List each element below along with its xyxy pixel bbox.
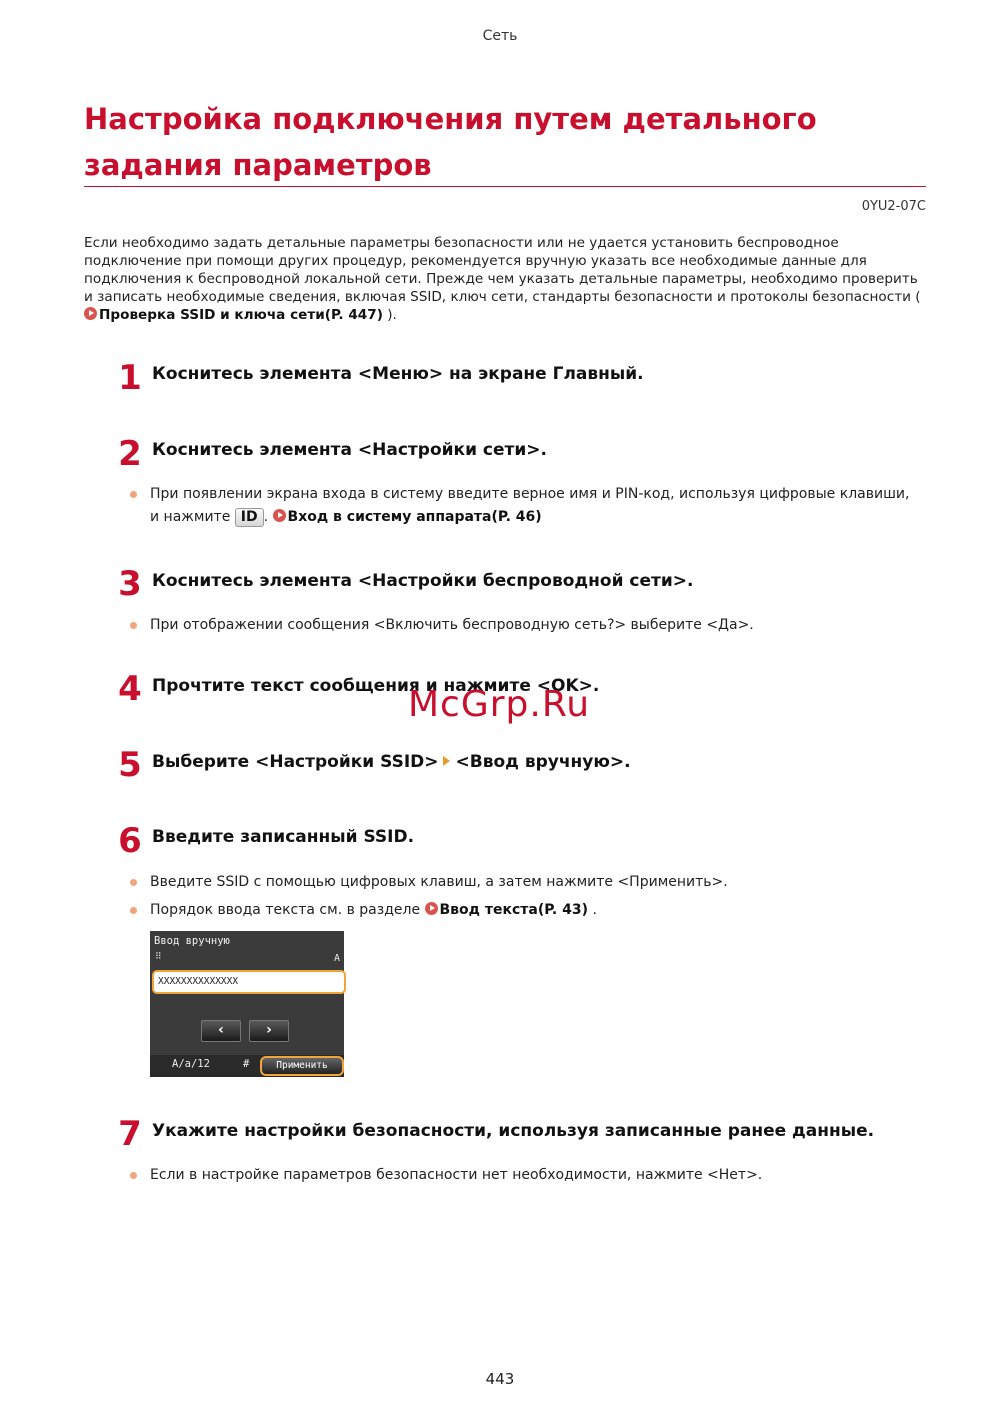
- input-mode-toggle[interactable]: A/a/12: [172, 1058, 210, 1070]
- step-3-text: Коснитесь элемента <Настройки беспроводной сети>.: [152, 571, 694, 591]
- link-arrow-icon: [425, 902, 438, 915]
- step-6-bullet-2: Порядок ввода текста см. в разделе Ввод текста(P. 43) .: [130, 899, 920, 922]
- step-2-bullet: [130, 483, 920, 529]
- screen-bottom-bar: [150, 1055, 344, 1077]
- step-2-bullet-line1: При появлении экрана входа в систему введите верное имя и PIN-код, используя цифровые клавиши,: [150, 486, 910, 502]
- bullet-dot-icon: [130, 879, 137, 886]
- text-input-link[interactable]: Ввод текста(P. 43): [439, 902, 588, 918]
- symbol-key[interactable]: #: [243, 1058, 250, 1070]
- link-arrow-icon: [273, 509, 286, 522]
- step-1-text: Коснитесь элемента <Меню> на экране Главный.: [152, 364, 644, 384]
- bullet-dot-icon: [130, 491, 137, 498]
- section-header: Сеть: [482, 28, 518, 44]
- step-7-number: 7: [118, 1114, 142, 1154]
- step-5-number: 5: [118, 745, 142, 785]
- screen-title: Ввод вручную: [154, 935, 230, 947]
- title-divider: [84, 186, 926, 187]
- step-2-bullet-dot: .: [263, 509, 269, 525]
- step-1-number: 1: [118, 358, 142, 398]
- step-6-number: 6: [118, 821, 142, 861]
- cursor-left-button[interactable]: ‹: [201, 1020, 241, 1042]
- step-6-bullet-2-text: Порядок ввода текста см. в разделе: [150, 902, 421, 918]
- screen-input-mode: A: [333, 953, 340, 964]
- step-3-number: 3: [118, 564, 142, 604]
- step-2-number: 2: [118, 434, 142, 474]
- step-5-text: [152, 751, 631, 773]
- ssid-check-link[interactable]: Проверка SSID и ключа сети(P. 447): [99, 307, 383, 323]
- step-4-text: Прочтите текст сообщения и нажмите <OK>.: [152, 676, 600, 696]
- arrow-right-icon: [443, 756, 450, 766]
- page-title: Настройка подключения путем детального задания параметров: [84, 102, 817, 182]
- ssid-input[interactable]: XXXXXXXXXXXXXX: [152, 970, 346, 994]
- step-3-bullet: При отображении сообщения <Включить беспроводную сеть?> выберите <Да>.: [130, 614, 920, 637]
- bullet-dot-icon: [130, 1172, 137, 1179]
- watermark: McGrp.Ru: [408, 684, 591, 725]
- apply-button[interactable]: Применить: [260, 1056, 344, 1076]
- device-screen-illustration: [150, 931, 344, 1077]
- link-arrow-icon: [84, 307, 97, 320]
- bullet-dot-icon: [130, 622, 137, 629]
- bullet-dot-icon: [130, 907, 137, 914]
- intro-text: Если необходимо задать детальные параметры безопасности или не удается установить беспроводное подключение при помощи других процедур, рекомендуется вручную указать все необходимые данные для подключения к беспроводной локальной сети. Прежде чем указать детальные параметры, необходимо проверить и записать необходимые сведения, включая SSID, ключ сети, стандарты безопасности и протоколы безопасности (: [84, 235, 921, 305]
- step-5-text-b: <Ввод вручную>.: [455, 752, 631, 772]
- step-2-bullet-line2: и нажмите: [150, 509, 231, 525]
- login-link[interactable]: Вход в систему аппарата(P. 46): [287, 509, 542, 525]
- cursor-right-button[interactable]: ›: [249, 1020, 289, 1042]
- id-key-icon: ID: [235, 508, 264, 527]
- step-7-bullet: Если в настройке параметров безопасности нет необходимости, нажмите <Нет>.: [130, 1164, 920, 1187]
- intro-paragraph: [84, 234, 926, 324]
- step-4-number: 4: [118, 669, 142, 709]
- step-6-bullet-1: Введите SSID с помощью цифровых клавиш, а затем нажмите <Применить>.: [130, 871, 920, 894]
- step-2-text: Коснитесь элемента <Настройки сети>.: [152, 440, 547, 460]
- step-5-text-a: Выберите <Настройки SSID>: [152, 752, 439, 772]
- intro-after: ).: [387, 307, 397, 323]
- page-number: 443: [485, 1370, 515, 1388]
- document-code: 0YU2-07C: [861, 199, 926, 214]
- step-7-text: Укажите настройки безопасности, используя записанные ранее данные.: [152, 1121, 875, 1141]
- step-6-text: Введите записанный SSID.: [152, 827, 415, 847]
- keyboard-icon: ⠿: [155, 952, 162, 962]
